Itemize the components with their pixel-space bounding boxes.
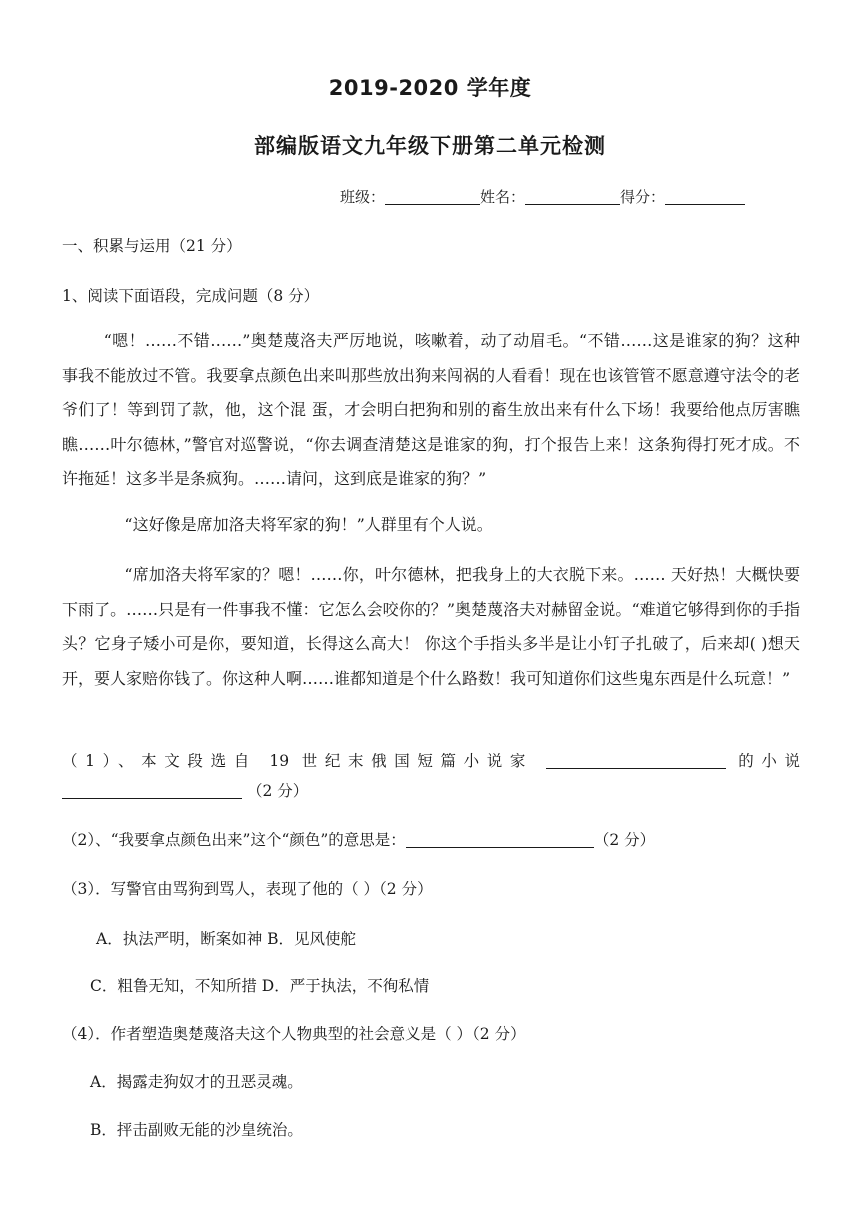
score-label: 得分：: [620, 188, 666, 206]
subquestion-2: [62, 828, 655, 850]
subquestion-1-points: （2 分）: [246, 782, 309, 800]
class-label: 班级：: [340, 188, 386, 206]
question-1-heading: 1、阅读下面语段，完成问题（8 分）: [62, 287, 320, 305]
passage-paragraph-2: “这好像是席加洛夫将军家的狗！”人群里有个人说。: [124, 515, 493, 534]
novel-title-blank[interactable]: [62, 782, 242, 799]
passage-paragraph-3: “席加洛夫将军家的？嗯！……你，叶尔德林，把我身上的大衣脱下来。…… 天好热！大概快要下雨了。……只是有一件事我不懂：它怎么会咬你的？”奥楚蔑洛夫对赫留金说。“难道它够得到你的手指头？它身子矮小可是你，要知道，长得这么高大！ 你这个手指头多半是让小钉子扎破了，后来却( )想天开，要人家赔你钱了。你这种人啊……谁都知道是个什么路数！我可知道你们这些鬼东西是什么玩意！”: [62, 565, 800, 688]
color-meaning-blank[interactable]: [406, 831, 594, 848]
subquestion-2-text: （2）、“我要拿点颜色出来”这个“颜色”的意思是：: [62, 831, 406, 849]
subquestion-3-options-ab: A．执法严明，断案如神 B．见风使舵: [96, 930, 357, 948]
subquestion-4-option-b: B．抨击副败无能的沙皇统治。: [90, 1121, 303, 1139]
passage-paragraph-1: “嗯！……不错……”奥楚蔑洛夫严厉地说，咳嗽着，动了动眉毛。“不错……这是谁家的狗？这种事我不能放过不管。我要拿点颜色出来叫那些放出狗来闯祸的人看看！现在也该管管不愿意遵守法令的老爷们了！等到罚了款，他，这个混 蛋，才会明白把狗和别的畜生放出来有什么下场！我要给他点厉害瞧瞧……叶尔德林，”警官对巡警说，“你去调查清楚这是谁家的狗，打个报告上来！这条狗得打死才成。不许拖延！这多半是条疯狗。……请问，这到底是谁家的狗？”: [62, 331, 800, 488]
school-year-title: 2019-2020 学年度: [328, 76, 532, 100]
subquestion-1-text-a: （1）、本文段选自 19 世纪末俄国短篇小说家: [62, 752, 534, 770]
subquestion-4-option-a: A．揭露走狗奴才的丑恶灵魂。: [90, 1073, 303, 1091]
name-label: 姓名：: [480, 188, 526, 206]
subquestion-3-options-cd: C．粗鲁无知，不知所措 D．严于执法，不徇私情: [90, 977, 430, 995]
subquestion-1: [62, 744, 800, 778]
exam-title: 部编版语文九年级下册第二单元检测: [254, 134, 606, 158]
author-blank[interactable]: [546, 752, 726, 769]
section-heading: 一、积累与运用（21 分）: [62, 237, 242, 255]
subquestion-1-continued: [62, 778, 308, 804]
student-info-line: [340, 186, 745, 207]
subquestion-3: （3）．写警官由骂狗到骂人，表现了他的（ ）（2 分）: [62, 880, 433, 898]
class-blank[interactable]: [385, 188, 480, 205]
subquestion-1-text-b: 的小说: [738, 752, 800, 770]
subquestion-4: （4）．作者塑造奥楚蔑洛夫这个人物典型的社会意义是（ ）（2 分）: [62, 1025, 526, 1043]
name-blank[interactable]: [525, 188, 620, 205]
score-blank[interactable]: [665, 188, 745, 205]
subquestion-2-points: （2 分）: [593, 831, 656, 849]
